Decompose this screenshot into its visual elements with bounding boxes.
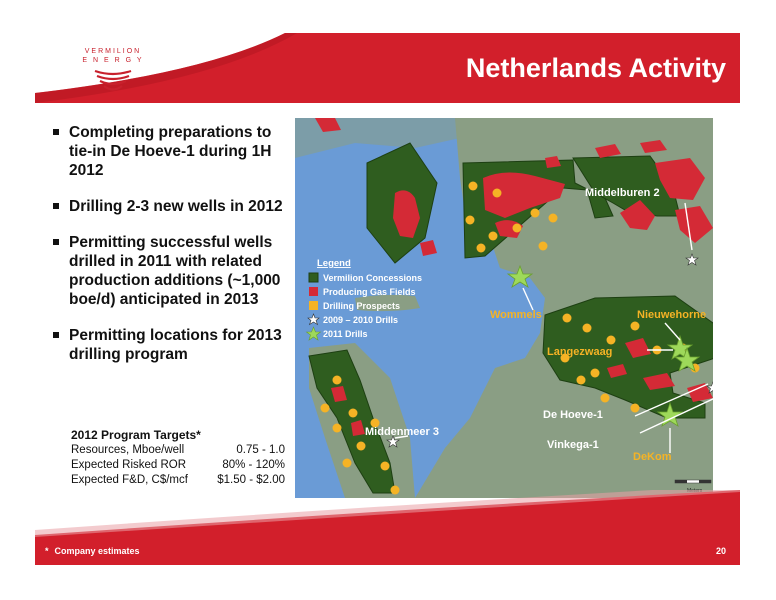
- label-dehoeve: De Hoeve-1: [543, 409, 603, 421]
- page-title: Netherlands Activity: [465, 53, 726, 83]
- bullet-square-icon: [53, 129, 59, 135]
- legend-label: Vermilion Concessions: [323, 273, 423, 283]
- legend-title: Legend: [317, 258, 351, 269]
- legend-swatch-gas: [309, 287, 318, 296]
- label-nieuwehorne: Nieuwehorne: [637, 309, 707, 321]
- label-wommels: Wommels: [490, 309, 542, 321]
- legend-swatch-concessions: [309, 273, 318, 282]
- footer-banner: [35, 490, 740, 565]
- label-vinkega: Vinkega-1: [547, 439, 599, 451]
- slide: [35, 33, 740, 565]
- legend-label: Drilling Prospects: [323, 301, 401, 311]
- legend-swatch-prospects: [309, 301, 318, 310]
- label-middelburen: Middelburen 2: [585, 187, 660, 199]
- legend-label: 2011 Drills: [323, 329, 368, 339]
- concession-map: [295, 118, 713, 498]
- bullet-item: Completing preparations to tie-in De Hoeve-1 during 1H 2012: [47, 123, 287, 180]
- bullet-square-icon: [53, 203, 59, 209]
- targets-heading: 2012 Program Targets*: [71, 428, 201, 442]
- label-middenmeer: Middenmeer 3: [365, 426, 439, 438]
- bullet-item: Drilling 2-3 new wells in 2012: [47, 197, 287, 216]
- target-row: Expected Risked ROR 80% - 120%: [71, 459, 285, 471]
- legend-label: 2009 – 2010 Drills: [323, 315, 399, 325]
- bullet-item: Permitting locations for 2013 drilling program: [47, 326, 287, 364]
- logo-mark-icon: [73, 67, 153, 97]
- bullet-square-icon: [53, 332, 59, 338]
- bullet-item: Permitting successful wells drilled in 2011 with related production additions (~1,000 boe/d) anticipated in 2013: [47, 233, 287, 309]
- target-row: Expected F&D, C$/mcf $1.50 - $2.00: [71, 474, 285, 486]
- vermilion-logo: [73, 45, 153, 95]
- logo-line1: VERMILION: [84, 48, 142, 55]
- target-row: Resources, Mboe/well 0.75 - 1.0: [71, 444, 285, 456]
- label-langezwaag: Langezwaag: [547, 346, 613, 358]
- bullet-square-icon: [53, 239, 59, 245]
- label-dekom: DeKom: [633, 451, 672, 463]
- bullet-list: [47, 123, 287, 381]
- logo-line2: E N E R G Y: [82, 57, 144, 64]
- legend-label: Producing Gas Fields: [323, 287, 416, 297]
- program-targets: [71, 428, 285, 488]
- footnote: * Company estimates: [45, 546, 140, 556]
- page-number: 20: [715, 546, 726, 556]
- footnote-asterisk: *: [45, 546, 49, 556]
